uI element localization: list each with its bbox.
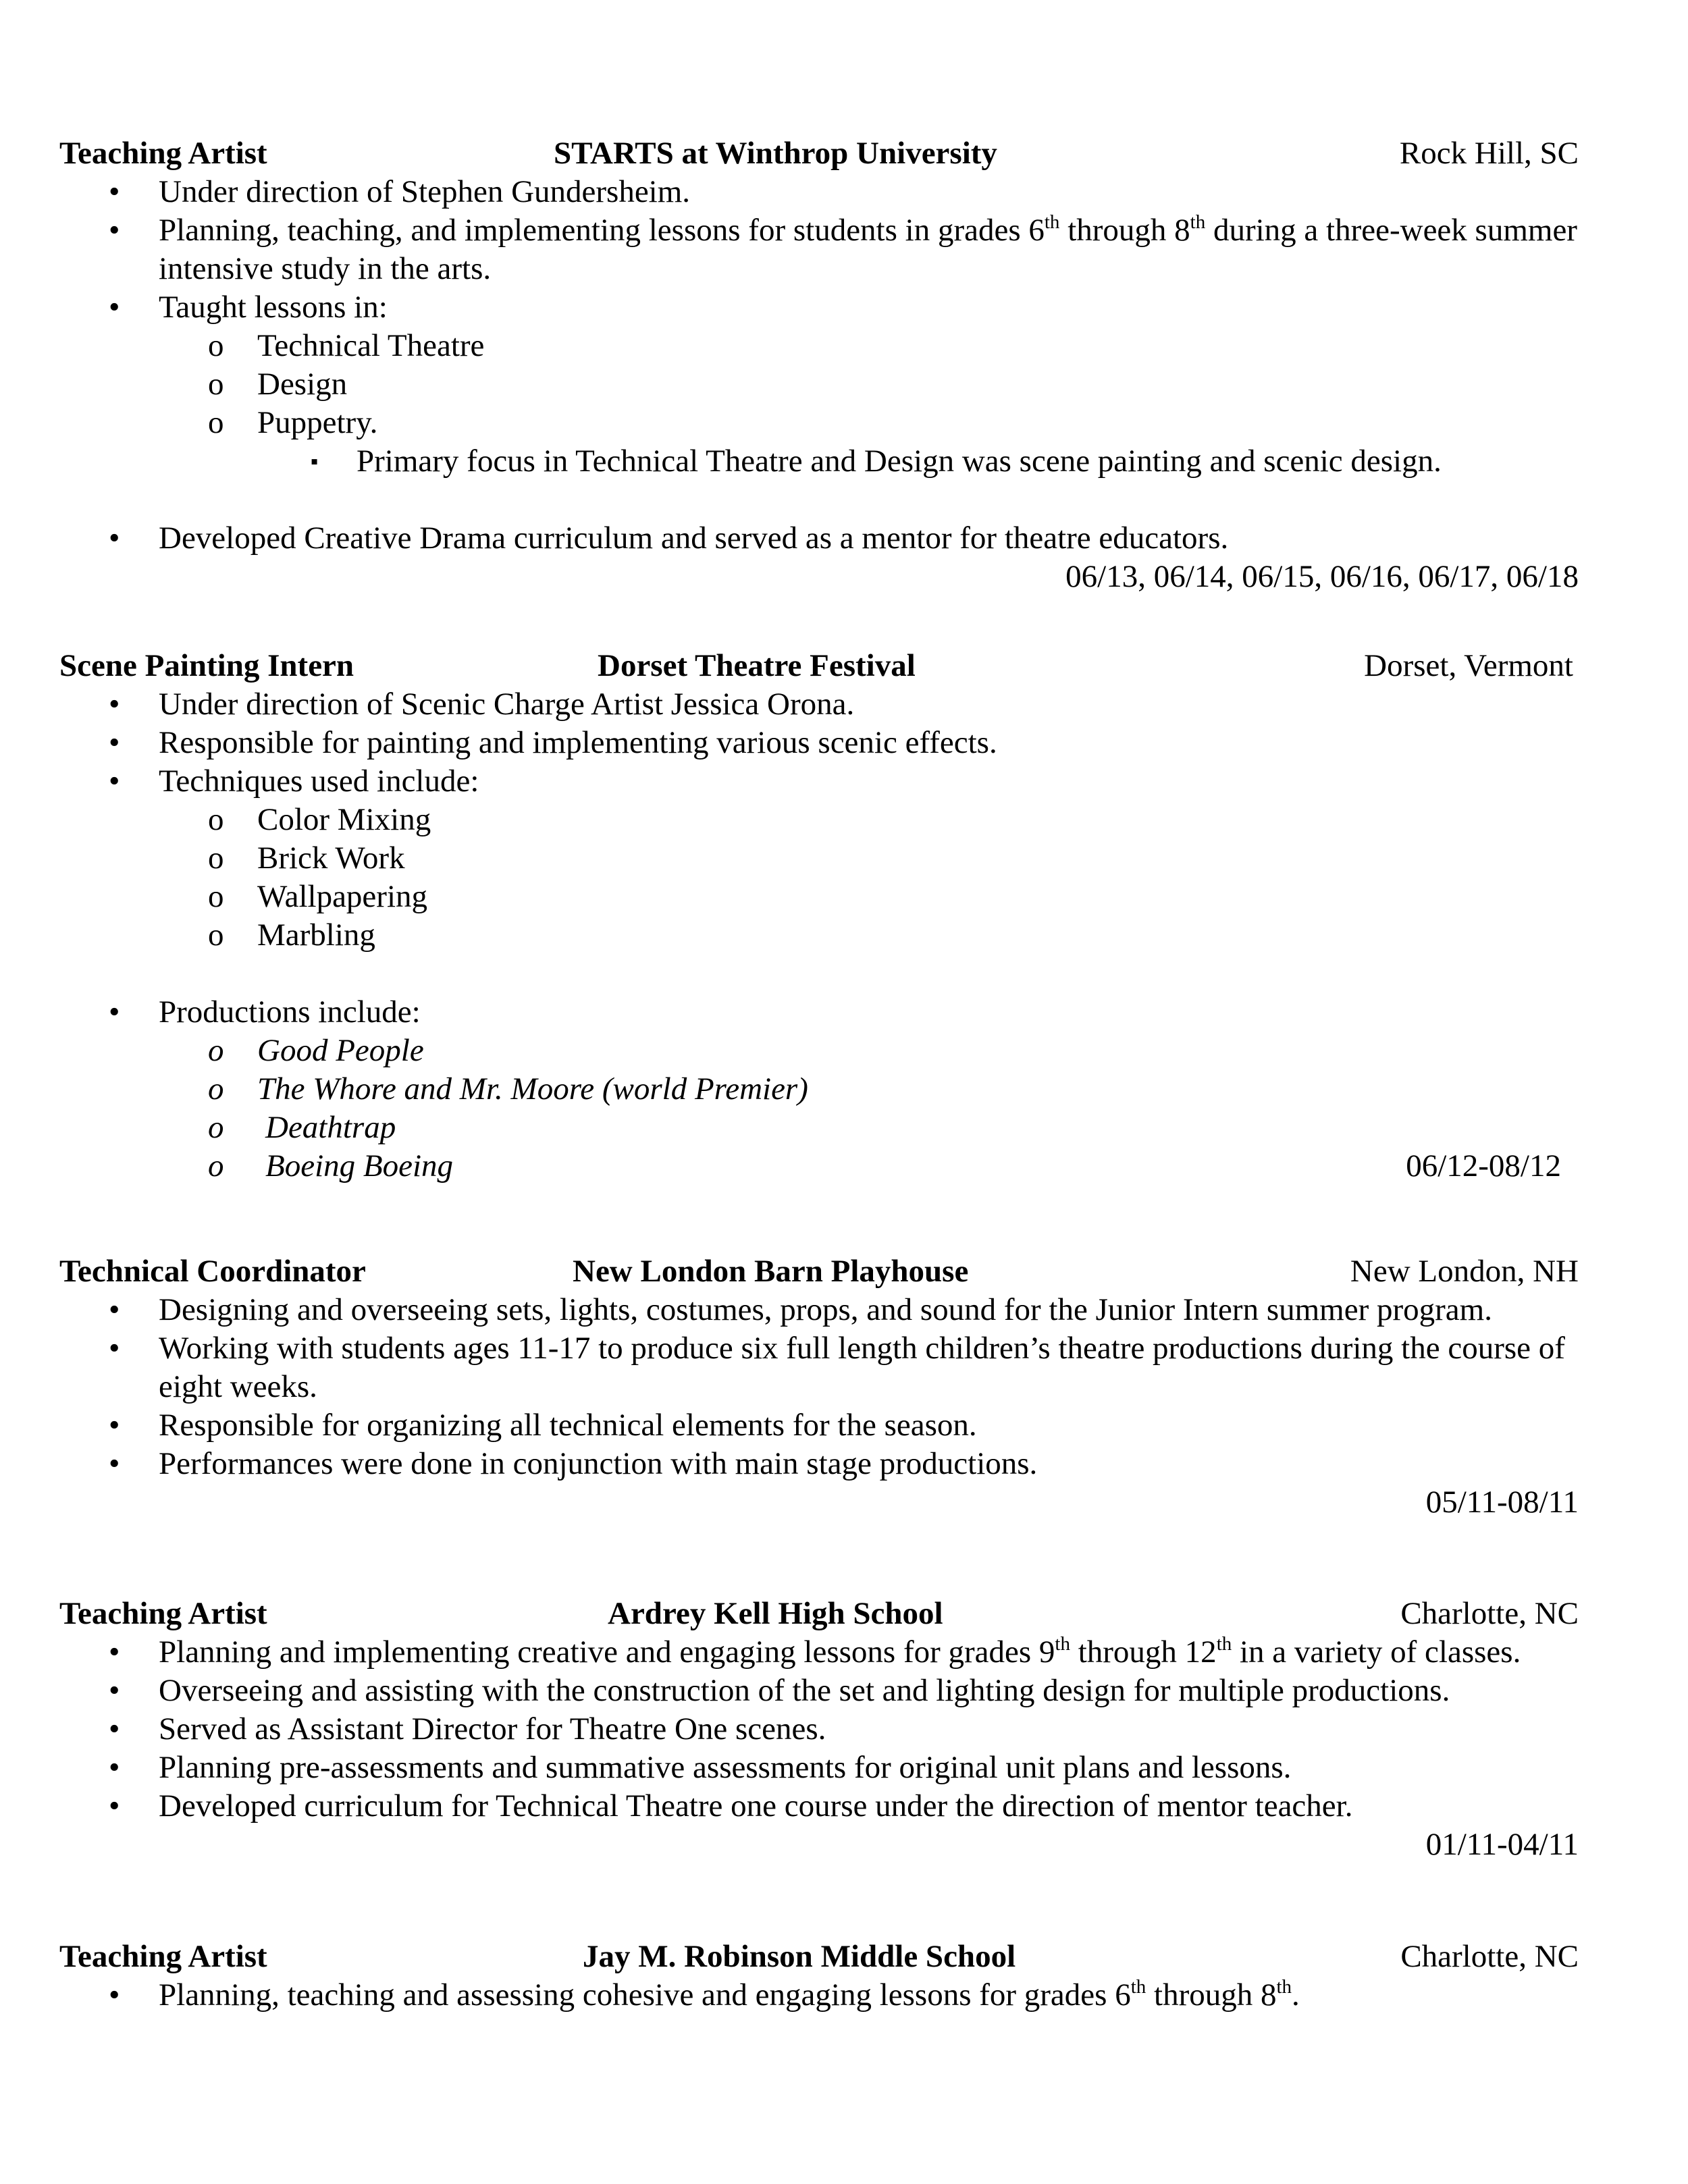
job-header	[59, 1938, 1579, 1976]
job-organization: New London Barn Playhouse	[573, 1254, 969, 1289]
sub-bullet-item: o Technical Theatre	[59, 327, 1579, 365]
job-location: New London, NH	[1350, 1254, 1579, 1289]
job-title: Teaching Artist	[59, 1596, 267, 1631]
job-dates: 06/13, 06/14, 06/15, 06/16, 06/17, 06/18	[1065, 559, 1579, 594]
job-organization: Jay M. Robinson Middle School	[583, 1939, 1016, 1974]
bullet-item: • Responsible for painting and implementing various scenic effects.	[59, 724, 1579, 762]
job-title: Teaching Artist	[59, 1939, 267, 1974]
bullet-item: • Responsible for organizing all technical elements for the season.	[59, 1406, 1579, 1445]
job-title: Scene Painting Intern	[59, 648, 354, 683]
production-item: o Boeing Boeing 06/12-08/12	[59, 1147, 1579, 1186]
job-dates: 01/11-04/11	[1425, 1827, 1579, 1862]
job-header	[59, 1252, 1579, 1291]
job-title: Technical Coordinator	[59, 1254, 366, 1289]
bullet-item: • Under direction of Scenic Charge Artist Jessica Orona.	[59, 685, 1579, 724]
production-item: o Good People	[59, 1032, 1579, 1070]
experience-dorset-theatre	[59, 647, 1579, 1186]
experience-starts-winthrop	[59, 134, 1579, 596]
job-dates: 06/12-08/12	[1406, 1148, 1561, 1183]
bullet-item: • Designing and overseeing sets, lights, costumes, props, and sound for the Junior Intern summer program.	[59, 1291, 1579, 1329]
sub-bullet-item: o Puppetry.	[59, 404, 1579, 442]
job-organization: Dorset Theatre Festival	[598, 648, 916, 683]
job-header	[59, 647, 1579, 685]
sub-sub-bullet-item: ▪ Primary focus in Technical Theatre and Design was scene painting and scenic design.	[59, 442, 1579, 481]
sub-bullet-item: o Design	[59, 365, 1579, 404]
sub-bullet-item: o Brick Work	[59, 839, 1579, 878]
sub-bullet-item: o Marbling	[59, 916, 1579, 955]
bullet-item: • Overseeing and assisting with the construction of the set and lighting design for multiple productions.	[59, 1672, 1579, 1710]
bullet-item: • Developed Creative Drama curriculum and served as a mentor for theatre educators.	[59, 519, 1579, 558]
job-header	[59, 1595, 1579, 1633]
experience-new-london-barn	[59, 1252, 1579, 1522]
job-organization: STARTS at Winthrop University	[554, 136, 997, 171]
sub-bullet-item: o Color Mixing	[59, 801, 1579, 839]
bullet-item: • Under direction of Stephen Gundersheim.	[59, 173, 1579, 211]
job-location: Charlotte, NC	[1400, 1596, 1579, 1631]
bullet-item: • Working with students ages 11-17 to produce six full length children’s theatre productions during the course of eight weeks.	[59, 1329, 1577, 1406]
bullet-item: • Served as Assistant Director for Theatre One scenes.	[59, 1710, 1579, 1749]
job-header	[59, 134, 1579, 173]
bullet-item: • Techniques used include:	[59, 762, 1579, 801]
bullet-item: • Planning, teaching and assessing cohesive and engaging lessons for grades 6th through 8th.	[59, 1976, 1579, 2015]
bullet-item: • Performances were done in conjunction with main stage productions.	[59, 1445, 1579, 1483]
bullet-item: • Planning pre-assessments and summative assessments for original unit plans and lessons.	[59, 1749, 1579, 1787]
job-title: Teaching Artist	[59, 136, 267, 171]
job-organization: Ardrey Kell High School	[608, 1596, 943, 1631]
experience-jay-robinson	[59, 1938, 1579, 2015]
production-item: o Deathtrap	[59, 1109, 1579, 1147]
bullet-item: • Developed curriculum for Technical Theatre one course under the direction of mentor teacher.	[59, 1787, 1579, 1826]
bullet-item: • Planning, teaching, and implementing lessons for students in grades 6th through 8th during a three-week summer intensive study in the arts.	[59, 211, 1590, 288]
production-item: o The Whore and Mr. Moore (world Premier)	[59, 1070, 1579, 1109]
job-location: Dorset, Vermont	[1364, 648, 1573, 683]
experience-ardrey-kell	[59, 1595, 1579, 1864]
job-location: Charlotte, NC	[1400, 1939, 1579, 1974]
job-dates: 05/11-08/11	[1425, 1485, 1579, 1520]
bullet-item: • Taught lessons in:	[59, 288, 1579, 327]
sub-bullet-item: o Wallpapering	[59, 878, 1579, 916]
bullet-item: • Planning and implementing creative and engaging lessons for grades 9th through 12th in a variety of classes.	[59, 1633, 1579, 1672]
bullet-item: • Productions include:	[59, 993, 1579, 1032]
job-location: Rock Hill, SC	[1399, 136, 1579, 171]
